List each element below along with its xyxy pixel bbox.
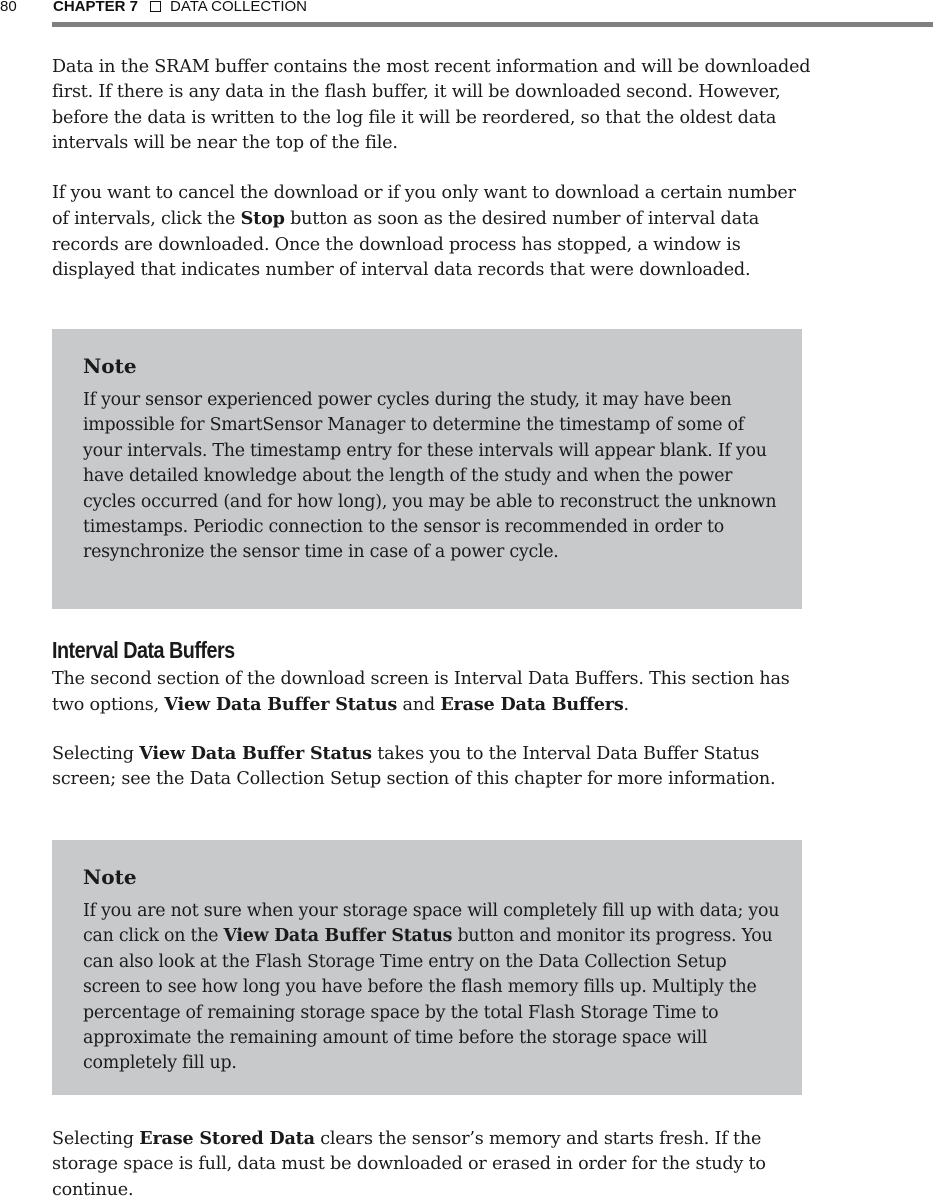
note-text: If you are not sure when your storage space will completely fill up with data; you can click on the View Data Buffer Status button and monitor its progress. You can also look at the Flash Storage Time entry on the Data Collection Setup screen to see how long you have before the flash memory fills up. Multiply the percentage of remaining storage space by the total Flash Storage Time to approximate the remaining amount of time before the storage space will completely fill up. <box>83 901 780 1074</box>
chapter-title: DATA COLLECTION <box>170 0 307 15</box>
note-title: Note <box>83 354 137 378</box>
stop-button-reference: Stop <box>240 208 285 230</box>
paragraph-view-status: Selecting View Data Buffer Status takes you to the Interval Data Buffer Status screen; see the Data Collection Setup section of this chapter for more information. <box>52 743 776 790</box>
erase-data-buffers-reference: Erase Data Buffers <box>440 694 624 716</box>
note-box-power-cycles <box>52 329 802 609</box>
page-header <box>0 0 933 30</box>
paragraph-section-intro: The second section of the download screen is Interval Data Buffers. This section has two options, View Data Buffer Status and Erase Data Buffers. <box>52 669 790 716</box>
page-number: 80 <box>0 0 17 15</box>
view-data-buffer-status-reference: View Data Buffer Status <box>164 694 398 716</box>
section-heading: Interval Data Buffers <box>52 637 235 663</box>
chapter-label: CHAPTER 7 <box>53 0 139 15</box>
note-title: Note <box>83 865 137 889</box>
view-data-buffer-status-reference: View Data Buffer Status <box>139 743 372 764</box>
erase-stored-data-reference: Erase Stored Data <box>139 1128 315 1149</box>
note-text: If your sensor experienced power cycles during the study, it may have been impossible for SmartSensor Manager to determine the timestamp of some of your intervals. The timestamp entry for these intervals will appear blank. If you have detailed knowledge about the length of the study and when the power cycles occurred (and for how long), you may be able to reconstruct the unknown timestamps. Periodic connection to the sensor is recommended in order to resynchronize the sensor time in case of a power cycle. <box>83 390 777 563</box>
paragraph-erase-stored-data: Selecting Erase Stored Data clears the sensor’s memory and starts fresh. If the storage space is full, data must be downloaded or erased in order for the study to continue. <box>52 1128 766 1200</box>
header-rule <box>52 22 933 27</box>
square-separator-icon <box>150 1 161 12</box>
view-data-buffer-status-reference: View Data Buffer Status <box>223 926 453 947</box>
note-box-storage <box>52 840 802 1095</box>
paragraph-cancel-download: If you want to cancel the download or if you only want to download a certain number of intervals, click the Stop button as soon as the desired number of interval data records are downloaded. Once the download process has stopped, a window is displayed that indicates number of interval data records that were downloaded. <box>52 183 796 281</box>
paragraph-buffer-order: Data in the SRAM buffer contains the most recent information and will be downloaded first. If there is any data in the flash buffer, it will be downloaded second. However, before the data is written to the log file it will be reordered, so that the oldest data intervals will be near the top of the file. <box>52 57 811 154</box>
running-head <box>53 0 307 15</box>
